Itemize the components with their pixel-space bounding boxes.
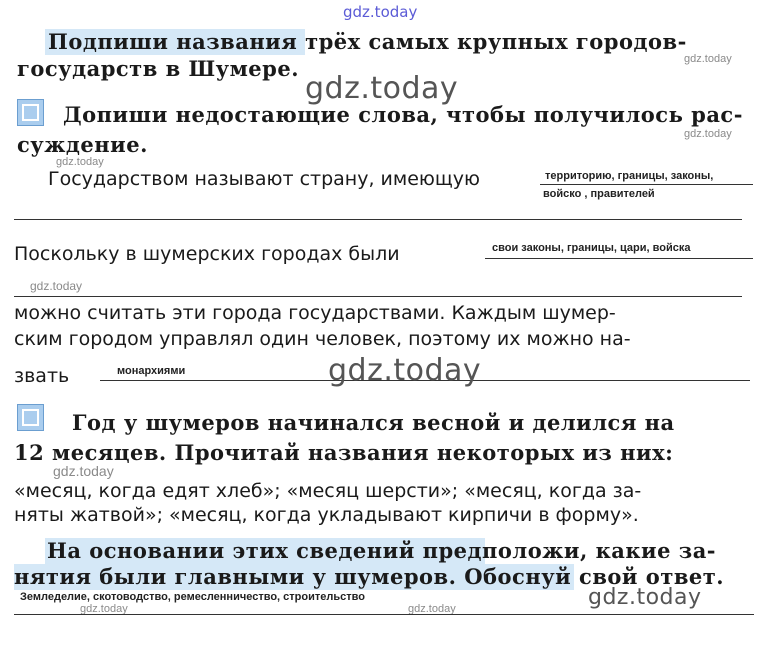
task-number-icon — [17, 99, 44, 126]
watermark-small: gdz.today — [53, 463, 114, 479]
watermark-small: gdz.today — [56, 156, 104, 168]
question-line2: нятия были главными у шумеров. Обоснуй свой ответ. — [14, 564, 725, 589]
answer-line — [14, 296, 742, 297]
watermark-large: gdz.today — [328, 353, 482, 388]
sentence3-line1: можно считать эти города государствами. Каждым шумер- — [14, 302, 616, 324]
watermark-small: gdz.today — [684, 53, 732, 65]
watermark-large: gdz.today — [305, 71, 459, 106]
task-number-icon — [17, 404, 44, 431]
question-line1: На основании этих сведений предположи, какие за- — [47, 538, 717, 563]
sentence2-text: Поскольку в шумерских городах были — [14, 243, 400, 265]
task3-quote-line1: «месяц, когда едят хлеб»; «месяц шерсти»; «месяц, когда за- — [14, 480, 642, 502]
answer1-part-b: войско , правителей — [543, 188, 655, 200]
sentence1-text: Государством называют страну, имеющую — [48, 168, 481, 190]
task1-line2: государств в Шумере. — [17, 56, 300, 81]
answer-line — [485, 258, 753, 259]
answer-line — [14, 219, 742, 220]
answer-line — [540, 184, 753, 185]
task3-line1: Год у шумеров начинался весной и делился на — [72, 410, 675, 435]
sentence3-line2: ским городом управлял один человек, поэтому их можно на- — [14, 328, 631, 350]
answer4: Земледелие, скотоводство, ремесленничество, строительство — [20, 591, 365, 603]
answer2: свои законы, границы, цари, войска — [492, 242, 691, 254]
answer1-part-a: территорию, границы, законы, — [545, 170, 714, 182]
answer3: монархиями — [117, 365, 186, 377]
answer-line — [14, 614, 754, 615]
task1-line1: Подпиши названия трёх самых крупных городов- — [48, 29, 687, 54]
task2-title-line1: Допиши недостающие слова, чтобы получилось рас- — [63, 102, 743, 127]
sentence3-line3: звать — [14, 365, 70, 387]
task3-quote-line2: няты жатвой»; «месяц, когда укладывают кирпичи в форму». — [14, 504, 639, 526]
watermark-small: gdz.today — [684, 128, 732, 140]
watermark-top: gdz.today — [343, 3, 418, 21]
task3-line2: 12 месяцев. Прочитай названия некоторых из них: — [14, 440, 674, 465]
watermark-small: gdz.today — [80, 603, 128, 615]
watermark-small: gdz.today — [408, 603, 456, 615]
task2-title-line2: суждение. — [17, 132, 148, 157]
watermark-large: gdz.today — [588, 585, 702, 610]
watermark-small: gdz.today — [30, 279, 83, 293]
